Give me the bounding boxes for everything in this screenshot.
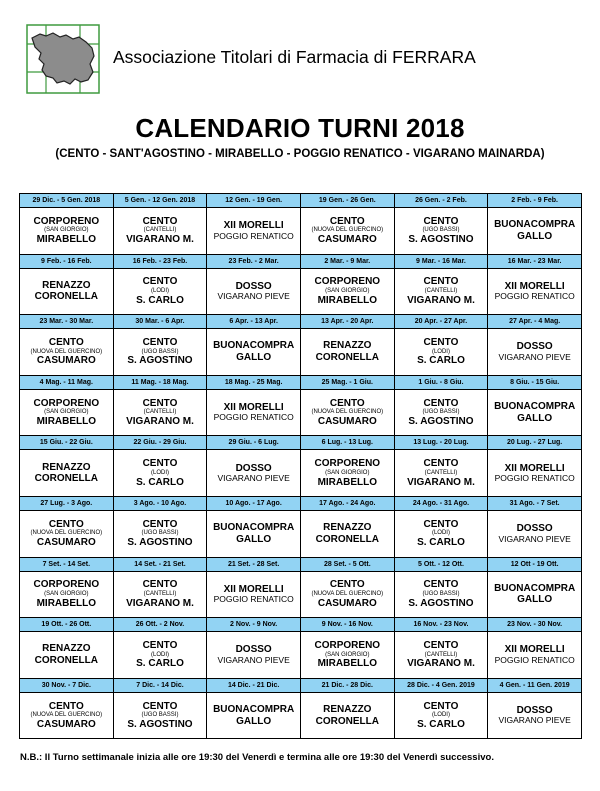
week-date-range: 20 Lug. - 27 Lug. <box>488 436 582 450</box>
pharmacy-note: (CANTELLI) <box>424 287 458 294</box>
pharmacy-cell <box>207 268 301 315</box>
week-date-range: 27 Apr. - 4 Mag. <box>488 315 582 329</box>
pharmacy-cell <box>488 450 582 497</box>
week-date-range: 14 Dic. - 21 Dic. <box>207 678 301 692</box>
week-date-range: 8 Giu. - 15 Giu. <box>488 375 582 389</box>
pharmacy-name: CENTO <box>48 518 84 530</box>
pharmacy-name: CASUMARO <box>317 416 377 428</box>
week-date-range: 29 Giu. - 6 Lug. <box>207 436 301 450</box>
pharmacy-note: (UGO BASSI) <box>422 227 460 234</box>
pharmacy-name: S. CARLO <box>417 355 465 367</box>
pharmacy-name: DOSSO <box>516 704 553 716</box>
week-date-range: 11 Mag. - 18 Mag. <box>113 375 207 389</box>
pharmacy-cell <box>488 389 582 436</box>
pharmacy-cell <box>207 389 301 436</box>
week-date-row <box>20 254 582 268</box>
week-date-range: 20 Apr. - 27 Apr. <box>394 315 488 329</box>
week-date-range: 6 Apr. - 13 Apr. <box>207 315 301 329</box>
pharmacy-row <box>20 329 582 376</box>
week-date-range: 26 Gen. - 2 Feb. <box>394 194 488 208</box>
pharmacy-cell <box>394 208 488 255</box>
pharmacy-name: VIGARANO M. <box>407 658 475 670</box>
pharmacy-cell <box>394 268 488 315</box>
pharmacy-cell <box>113 510 207 557</box>
week-date-range: 4 Gen. - 11 Gen. 2019 <box>488 678 582 692</box>
pharmacy-name: CENTO <box>142 579 178 591</box>
pharmacy-note: (NUOVA DEL GUERCINO) <box>311 409 384 416</box>
week-date-range: 1 Giu. - 8 Giu. <box>394 375 488 389</box>
week-date-range: 30 Nov. - 7 Dic. <box>20 678 114 692</box>
pharmacy-cell <box>488 268 582 315</box>
pharmacy-location: VIGARANO PIEVE <box>498 351 571 362</box>
pharmacy-name: CORONELLA <box>34 291 98 303</box>
pharmacy-name: CENTO <box>423 700 459 712</box>
pharmacy-location: POGGIO RENATICO <box>213 230 294 241</box>
pharmacy-note: (SAN GIORGIO) <box>325 469 370 476</box>
pharmacy-cell <box>394 450 488 497</box>
pharmacy-name: XII MORELLI <box>504 280 565 292</box>
week-date-range: 30 Mar. - 6 Apr. <box>113 315 207 329</box>
pharmacy-name: CORONELLA <box>34 473 98 485</box>
week-date-range: 31 Ago. - 7 Set. <box>488 496 582 510</box>
pharmacy-name: CENTO <box>329 579 365 591</box>
pharmacy-name: XII MORELLI <box>504 462 565 474</box>
pharmacy-cell <box>113 450 207 497</box>
pharmacy-cell <box>394 510 488 557</box>
pharmacy-name: BUONACOMPRA <box>213 340 295 352</box>
pharmacy-row <box>20 450 582 497</box>
pharmacy-name: BUONACOMPRA <box>494 401 576 413</box>
week-date-range: 7 Set. - 14 Set. <box>20 557 114 571</box>
pharmacy-location: POGGIO RENATICO <box>213 412 294 423</box>
pharmacy-cell <box>300 450 394 497</box>
week-date-range: 26 Ott. - 2 Nov. <box>113 618 207 632</box>
pharmacy-note: (LODI) <box>150 651 169 658</box>
pharmacy-name: S. CARLO <box>136 476 184 488</box>
pharmacy-cell <box>300 571 394 618</box>
page-subtitle: (CENTO - SANT'AGOSTINO - MIRABELLO - POGGIO RENATICO - VIGARANO MAINARDA) <box>55 148 545 160</box>
pharmacy-cell <box>207 571 301 618</box>
pharmacy-note: (UGO BASSI) <box>422 590 460 597</box>
pharmacy-name: MIRABELLO <box>36 416 97 428</box>
page-title: CALENDARIO TURNI 2018 <box>135 113 465 143</box>
pharmacy-cell <box>20 571 114 618</box>
pharmacy-cell <box>488 632 582 679</box>
pharmacy-name: BUONACOMPRA <box>213 522 295 534</box>
pharmacy-note: (SAN GIORGIO) <box>325 287 370 294</box>
pharmacy-name: CASUMARO <box>317 597 377 609</box>
pharmacy-row <box>20 208 582 255</box>
pharmacy-location: VIGARANO PIEVE <box>498 533 571 544</box>
week-date-range: 23 Feb. - 2 Mar. <box>207 254 301 268</box>
week-date-range: 25 Mag. - 1 Giu. <box>300 375 394 389</box>
week-date-row <box>20 194 582 208</box>
pharmacy-cell <box>394 329 488 376</box>
pharmacy-name: RENAZZO <box>42 643 91 655</box>
week-date-range: 28 Dic. - 4 Gen. 2019 <box>394 678 488 692</box>
pharmacy-cell <box>20 450 114 497</box>
pharmacy-name: CORONELLA <box>34 654 98 666</box>
pharmacy-note: (SAN GIORGIO) <box>44 227 89 234</box>
week-date-range: 9 Nov. - 16 Nov. <box>300 618 394 632</box>
pharmacy-name: RENAZZO <box>42 279 91 291</box>
header <box>0 0 600 110</box>
pharmacy-note: (NUOVA DEL GUERCINO) <box>30 530 103 537</box>
pharmacy-name: S. AGOSTINO <box>408 416 474 428</box>
pharmacy-cell <box>207 692 301 739</box>
pharmacy-note: (UGO BASSI) <box>141 530 179 537</box>
pharmacy-name: BUONACOMPRA <box>494 582 576 594</box>
pharmacy-name: MIRABELLO <box>317 658 378 670</box>
pharmacy-cell <box>394 389 488 436</box>
pharmacy-cell <box>300 268 394 315</box>
week-date-range: 16 Nov. - 23 Nov. <box>394 618 488 632</box>
week-date-row <box>20 436 582 450</box>
week-date-range: 7 Dic. - 14 Dic. <box>113 678 207 692</box>
pharmacy-cell <box>488 208 582 255</box>
week-date-row <box>20 557 582 571</box>
pharmacy-name: CENTO <box>142 276 178 288</box>
pharmacy-name: CORPORENO <box>33 215 100 227</box>
pharmacy-cell <box>20 632 114 679</box>
footnote: N.B.: Il Turno settimanale inizia alle ore 19:30 del Venerdì e termina alle ore 19:30 del Venerdì successivo. <box>20 752 494 763</box>
pharmacy-cell <box>394 571 488 618</box>
pharmacy-row <box>20 692 582 739</box>
pharmacy-name: CORONELLA <box>315 351 379 363</box>
pharmacy-name: GALLO <box>236 715 272 727</box>
week-date-range: 2 Feb. - 9 Feb. <box>488 194 582 208</box>
pharmacy-note: (LODI) <box>431 712 450 719</box>
pharmacy-cell <box>488 571 582 618</box>
pharmacy-name: S. CARLO <box>417 718 465 730</box>
week-date-range: 19 Ott. - 26 Ott. <box>20 618 114 632</box>
pharmacy-cell <box>300 389 394 436</box>
pharmacy-name: CASUMARO <box>36 718 96 730</box>
pharmacy-cell <box>207 208 301 255</box>
week-date-range: 21 Set. - 28 Set. <box>207 557 301 571</box>
pharmacy-name: VIGARANO M. <box>407 294 475 306</box>
pharmacy-cell <box>207 510 301 557</box>
pharmacy-name: S. CARLO <box>417 537 465 549</box>
pharmacy-name: CENTO <box>423 518 459 530</box>
pharmacy-note: (LODI) <box>150 287 169 294</box>
pharmacy-name: RENAZZO <box>323 704 372 716</box>
week-date-range: 21 Dic. - 28 Dic. <box>300 678 394 692</box>
pharmacy-name: DOSSO <box>516 523 553 535</box>
pharmacy-cell <box>20 510 114 557</box>
week-date-range: 9 Feb. - 16 Feb. <box>20 254 114 268</box>
pharmacy-note: (CANTELLI) <box>143 227 177 234</box>
pharmacy-name: MIRABELLO <box>36 597 97 609</box>
pharmacy-name: CENTO <box>423 337 459 349</box>
pharmacy-name: XII MORELLI <box>223 583 284 595</box>
pharmacy-name: GALLO <box>517 230 553 242</box>
pharmacy-name: CENTO <box>142 640 178 651</box>
pharmacy-name: CENTO <box>48 337 84 349</box>
pharmacy-name: CASUMARO <box>36 355 96 367</box>
pharmacy-row <box>20 389 582 436</box>
pharmacy-row <box>20 268 582 315</box>
pharmacy-name: CENTO <box>423 276 459 288</box>
association-name: Associazione Titolari di Farmacia di FERRARA <box>113 47 476 67</box>
pharmacy-cell <box>20 268 114 315</box>
week-date-range: 22 Giu. - 29 Giu. <box>113 436 207 450</box>
province-map-logo-icon <box>26 24 100 94</box>
pharmacy-cell <box>113 208 207 255</box>
week-date-range: 28 Set. - 5 Ott. <box>300 557 394 571</box>
pharmacy-note: (UGO BASSI) <box>422 409 460 416</box>
pharmacy-note: (NUOVA DEL GUERCINO) <box>30 712 103 719</box>
week-date-row <box>20 496 582 510</box>
pharmacy-name: S. CARLO <box>136 294 184 306</box>
week-date-range: 24 Ago. - 31 Ago. <box>394 496 488 510</box>
pharmacy-name: S. AGOSTINO <box>127 355 193 367</box>
pharmacy-location: VIGARANO PIEVE <box>217 291 290 302</box>
pharmacy-name: DOSSO <box>235 462 272 474</box>
pharmacy-cell <box>20 389 114 436</box>
pharmacy-cell <box>20 208 114 255</box>
pharmacy-name: CENTO <box>142 337 178 349</box>
pharmacy-location: VIGARANO PIEVE <box>498 715 571 726</box>
pharmacy-name: CORONELLA <box>315 715 379 727</box>
pharmacy-cell <box>300 510 394 557</box>
pharmacy-name: DOSSO <box>235 644 272 656</box>
pharmacy-name: CORPORENO <box>314 276 381 288</box>
week-date-range: 15 Giu. - 22 Giu. <box>20 436 114 450</box>
pharmacy-name: CENTO <box>423 397 459 409</box>
pharmacy-name: BUONACOMPRA <box>494 219 576 231</box>
pharmacy-name: CORPORENO <box>314 640 381 651</box>
pharmacy-note: (SAN GIORGIO) <box>44 590 89 597</box>
pharmacy-cell <box>300 632 394 679</box>
pharmacy-note: (UGO BASSI) <box>141 348 179 355</box>
pharmacy-note: (SAN GIORGIO) <box>44 409 89 416</box>
pharmacy-cell <box>488 510 582 557</box>
week-date-range: 10 Ago. - 17 Ago. <box>207 496 301 510</box>
pharmacy-name: CENTO <box>142 397 178 409</box>
pharmacy-row <box>20 571 582 618</box>
pharmacy-name: VIGARANO M. <box>126 597 194 609</box>
pharmacy-name: RENAZZO <box>323 522 372 534</box>
pharmacy-row <box>20 632 582 679</box>
pharmacy-location: POGGIO RENATICO <box>494 473 575 484</box>
pharmacy-cell <box>20 329 114 376</box>
pharmacy-name: CORPORENO <box>314 458 381 470</box>
pharmacy-note: (LODI) <box>431 348 450 355</box>
pharmacy-name: XII MORELLI <box>223 401 284 413</box>
pharmacy-cell <box>394 692 488 739</box>
pharmacy-name: RENAZZO <box>323 340 372 352</box>
pharmacy-cell <box>20 692 114 739</box>
pharmacy-location: POGGIO RENATICO <box>494 654 575 665</box>
pharmacy-note: (SAN GIORGIO) <box>325 651 370 658</box>
pharmacy-name: S. AGOSTINO <box>127 718 193 730</box>
week-date-row <box>20 315 582 329</box>
pharmacy-cell <box>207 450 301 497</box>
week-date-range: 4 Mag. - 11 Mag. <box>20 375 114 389</box>
pharmacy-row <box>20 510 582 557</box>
pharmacy-name: XII MORELLI <box>223 220 284 232</box>
pharmacy-cell <box>394 632 488 679</box>
week-date-range: 14 Set. - 21 Set. <box>113 557 207 571</box>
pharmacy-note: (CANTELLI) <box>143 590 177 597</box>
pharmacy-location: VIGARANO PIEVE <box>217 473 290 484</box>
week-date-range: 27 Lug. - 3 Ago. <box>20 496 114 510</box>
pharmacy-name: GALLO <box>517 412 553 424</box>
pharmacy-name: S. AGOSTINO <box>127 537 193 549</box>
week-date-row <box>20 618 582 632</box>
pharmacy-name: VIGARANO M. <box>407 476 475 488</box>
week-date-range: 5 Ott. - 12 Ott. <box>394 557 488 571</box>
week-date-row <box>20 375 582 389</box>
pharmacy-name: CASUMARO <box>36 537 96 549</box>
pharmacy-note: (CANTELLI) <box>424 469 458 476</box>
pharmacy-cell <box>113 268 207 315</box>
pharmacy-note: (LODI) <box>150 469 169 476</box>
pharmacy-cell <box>300 692 394 739</box>
pharmacy-note: (CANTELLI) <box>143 409 177 416</box>
pharmacy-name: S. AGOSTINO <box>408 234 474 246</box>
week-date-range: 12 Gen. - 19 Gen. <box>207 194 301 208</box>
pharmacy-name: XII MORELLI <box>504 644 565 656</box>
pharmacy-cell <box>113 632 207 679</box>
week-date-range: 18 Mag. - 25 Mag. <box>207 375 301 389</box>
pharmacy-name: CENTO <box>423 458 459 470</box>
pharmacy-note: (NUOVA DEL GUERCINO) <box>30 348 103 355</box>
week-date-range: 5 Gen. - 12 Gen. 2018 <box>113 194 207 208</box>
week-date-range: 12 Ott - 19 Ott. <box>488 557 582 571</box>
pharmacy-name: CENTO <box>423 215 459 227</box>
pharmacy-location: VIGARANO PIEVE <box>217 654 290 665</box>
pharmacy-cell <box>207 329 301 376</box>
pharmacy-note: (LODI) <box>431 530 450 537</box>
week-date-range: 19 Gen. - 26 Gen. <box>300 194 394 208</box>
pharmacy-location: POGGIO RENATICO <box>213 594 294 605</box>
pharmacy-cell <box>488 692 582 739</box>
pharmacy-name: CORPORENO <box>33 397 100 409</box>
pharmacy-name: MIRABELLO <box>36 234 97 246</box>
pharmacy-note: (CANTELLI) <box>424 651 458 658</box>
week-date-range: 2 Mar. - 9 Mar. <box>300 254 394 268</box>
pharmacy-cell <box>300 329 394 376</box>
pharmacy-name: CENTO <box>423 579 459 591</box>
week-date-range: 23 Nov. - 30 Nov. <box>488 618 582 632</box>
week-date-range: 9 Mar. - 16 Mar. <box>394 254 488 268</box>
pharmacy-name: GALLO <box>236 533 272 545</box>
pharmacy-name: DOSSO <box>235 280 272 292</box>
pharmacy-cell <box>113 692 207 739</box>
week-date-range: 13 Lug. - 20 Lug. <box>394 436 488 450</box>
pharmacy-name: CENTO <box>142 518 178 530</box>
week-date-range: 17 Ago. - 24 Ago. <box>300 496 394 510</box>
week-date-range: 2 Nov. - 9 Nov. <box>207 618 301 632</box>
pharmacy-name: CENTO <box>142 215 178 227</box>
pharmacy-cell <box>113 329 207 376</box>
pharmacy-name: S. AGOSTINO <box>408 597 474 609</box>
pharmacy-note: (UGO BASSI) <box>141 712 179 719</box>
pharmacy-name: S. CARLO <box>136 658 184 670</box>
week-date-row <box>20 678 582 692</box>
pharmacy-name: GALLO <box>236 351 272 363</box>
pharmacy-name: VIGARANO M. <box>126 234 194 246</box>
pharmacy-name: CASUMARO <box>317 234 377 246</box>
week-date-range: 3 Ago. - 10 Ago. <box>113 496 207 510</box>
week-date-range: 13 Apr. - 20 Apr. <box>300 315 394 329</box>
week-date-range: 29 Dic. - 5 Gen. 2018 <box>20 194 114 208</box>
pharmacy-location: POGGIO RENATICO <box>494 291 575 302</box>
pharmacy-name: BUONACOMPRA <box>213 704 295 716</box>
pharmacy-name: CENTO <box>423 640 459 651</box>
pharmacy-name: CORPORENO <box>33 579 100 591</box>
pharmacy-cell <box>113 571 207 618</box>
pharmacy-note: (NUOVA DEL GUERCINO) <box>311 590 384 597</box>
pharmacy-note: (NUOVA DEL GUERCINO) <box>311 227 384 234</box>
week-date-range: 16 Feb. - 23 Feb. <box>113 254 207 268</box>
pharmacy-name: GALLO <box>517 594 553 606</box>
pharmacy-name: CENTO <box>142 458 178 470</box>
week-date-range: 6 Lug. - 13 Lug. <box>300 436 394 450</box>
week-date-range: 23 Mar. - 30 Mar. <box>20 315 114 329</box>
pharmacy-cell <box>488 329 582 376</box>
week-date-range: 16 Mar. - 23 Mar. <box>488 254 582 268</box>
pharmacy-cell <box>207 632 301 679</box>
pharmacy-name: CENTO <box>329 397 365 409</box>
pharmacy-name: MIRABELLO <box>317 294 378 306</box>
pharmacy-name: VIGARANO M. <box>126 416 194 428</box>
pharmacy-name: CENTO <box>48 700 84 712</box>
pharmacy-name: CENTO <box>329 215 365 227</box>
pharmacy-name: CENTO <box>142 700 178 712</box>
pharmacy-name: RENAZZO <box>42 461 91 473</box>
pharmacy-cell <box>300 208 394 255</box>
pharmacy-cell <box>113 389 207 436</box>
pharmacy-name: MIRABELLO <box>317 476 378 488</box>
pharmacy-name: CORONELLA <box>315 533 379 545</box>
duty-calendar-table <box>19 193 582 739</box>
pharmacy-name: DOSSO <box>516 341 553 353</box>
